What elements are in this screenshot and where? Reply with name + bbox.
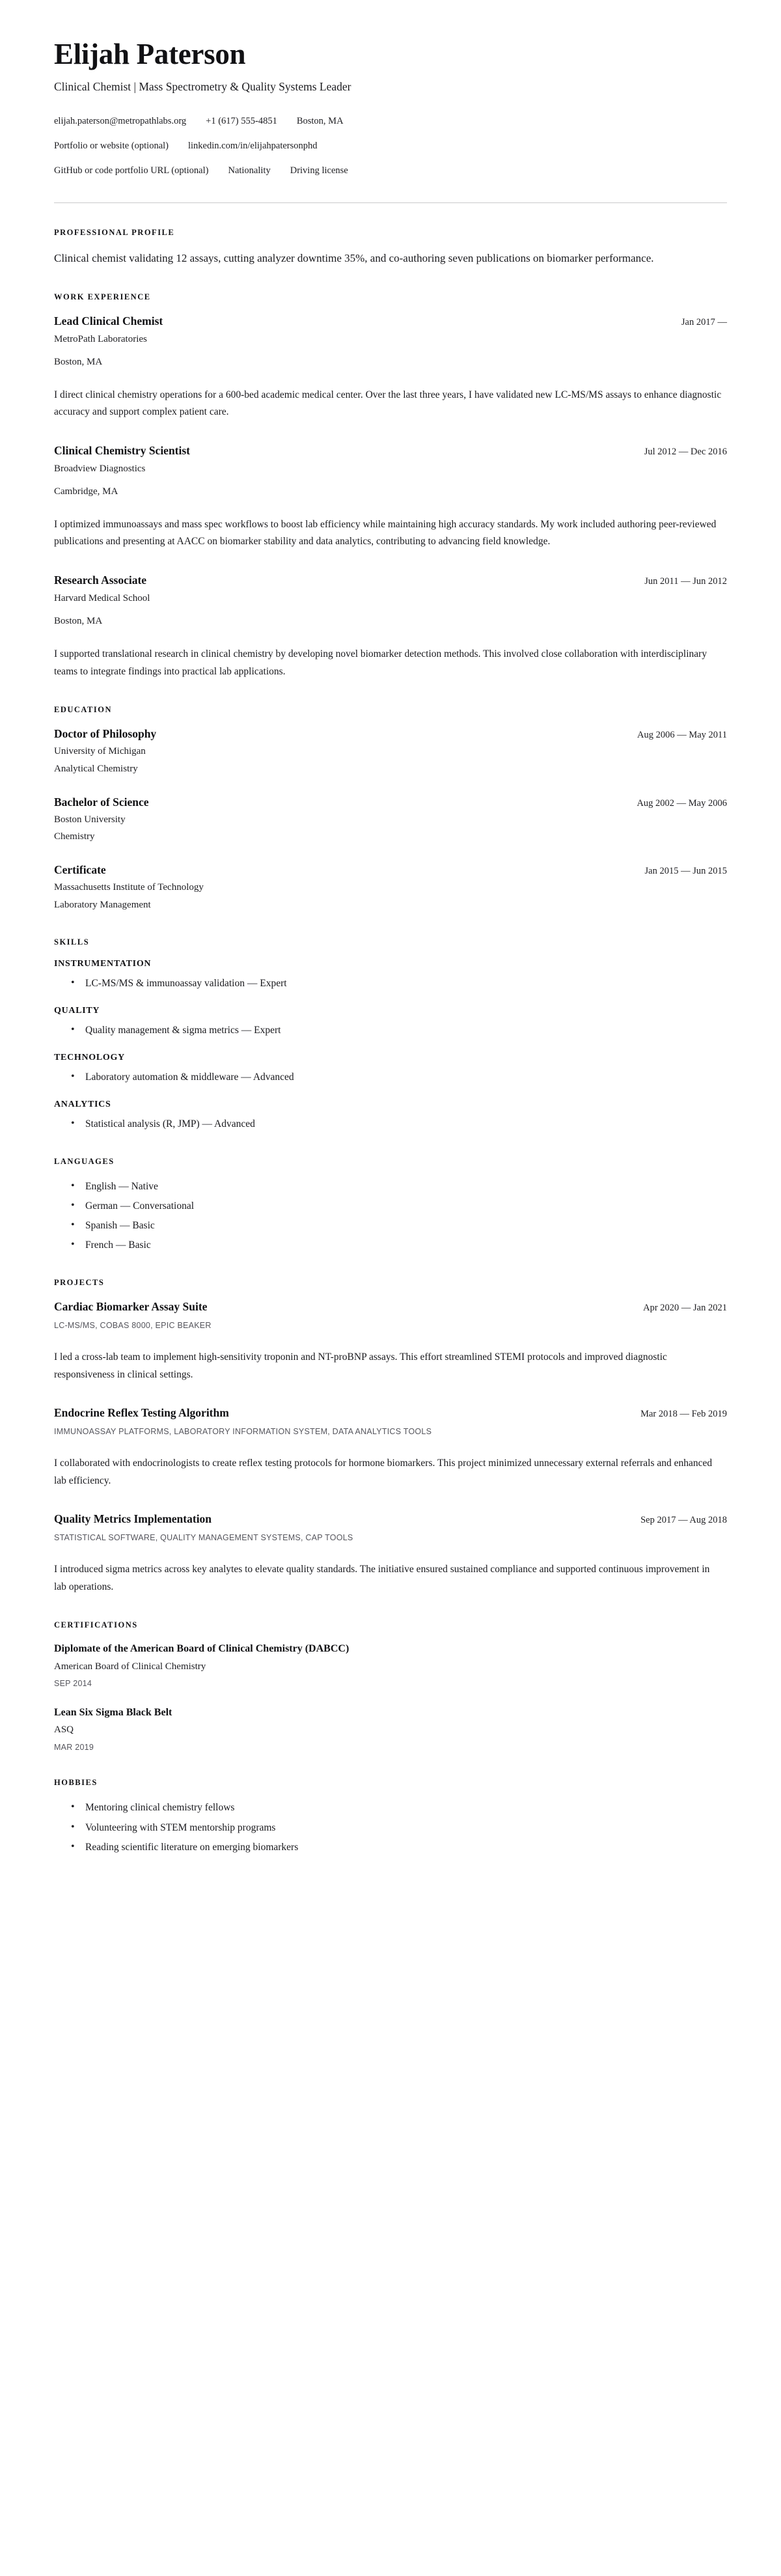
certification-name: Diplomate of the American Board of Clinical Chemistry (DABCC) [54,1643,349,1655]
project-entry-tags: LC-MS/MS, COBAS 8000, EPIC BEAKER [54,1321,212,1331]
section-title-education: EDUCATION [54,705,112,715]
project-entry-description: I introduced sigma metrics across key analytes to elevate quality standards. The initiative ensured sustained compliance and supported continuous improvement in lab operations. [54,1563,710,1592]
education-entry-field: Analytical Chemistry [54,763,138,774]
work-entry-head [54,573,727,588]
project-entry-description: I led a cross-lab team to implement high-sensitivity troponin and NT-proBNP assays. This effort streamlined STEMI protocols and improved diagnostic responsiveness in clinical settings. [54,1351,667,1380]
work-entry-location: Boston, MA [54,357,103,368]
work-entry [54,573,727,680]
section-title-hobbies: HOBBIES [54,1778,98,1788]
skill-item: • Statistical analysis (R, JMP) — Advanced [71,1116,727,1132]
contact-item-2-2[interactable]: linkedin.com/in/elijahpatersonphd [187,140,318,151]
certification-issuer: American Board of Clinical Chemistry [54,1661,206,1672]
education-entry-school: University of Michigan [54,746,146,757]
resume-sheet [36,38,745,1855]
education-entry-field: Chemistry [54,831,95,842]
project-entry-tags: IMMUNOASSAY PLATFORMS, LABORATORY INFORMATION SYSTEM, DATA ANALYTICS TOOLS [54,1427,432,1437]
contact-item-1-1[interactable]: elijah.paterson@metropathlabs.org [54,116,187,127]
contact-row [54,139,727,154]
certification-entry [54,1642,727,1690]
education-entry [54,863,727,912]
resume-header [54,38,727,178]
education-entry [54,727,727,776]
work-entry-dates: Jul 2012 — Dec 2016 [644,446,727,457]
skill-item-list [54,1022,727,1038]
skill-group-title: ANALYTICS [54,1099,111,1109]
work-entry-organization: Harvard Medical School [54,592,150,603]
certification-date: MAR 2019 [54,1742,94,1752]
skill-group [54,959,727,991]
education-entry [54,795,727,844]
education-entry-school: Boston University [54,814,126,825]
skill-item: • Quality management & sigma metrics — Expert [71,1022,727,1038]
skill-group-list [54,959,727,1132]
project-entry-dates: Apr 2020 — Jan 2021 [643,1303,727,1314]
contact-row [54,115,727,129]
work-entry [54,443,727,551]
work-entry [54,314,727,421]
work-entry-description: I supported translational research in clinical chemistry by developing novel biomarker detection methods. This involved close collaboration with interdisciplinary teams to integrate findings into practical lab applications. [54,648,707,677]
contact-item-1-2: +1 (617) 555-4851 [206,116,277,127]
work-entry-list [54,314,727,680]
work-entry-location: Cambridge, MA [54,486,118,497]
candidate-headline: Clinical Chemist | Mass Spectrometry & Quality Systems Leader [54,80,351,94]
project-entry-dates: Mar 2018 — Feb 2019 [640,1409,727,1420]
section-title-projects: PROJECTS [54,1278,105,1288]
education-entry-degree: Certificate [54,863,106,877]
project-entry-dates: Sep 2017 — Aug 2018 [640,1515,727,1526]
section-title-work: WORK EXPERIENCE [54,292,151,301]
section-skills [54,937,727,1132]
section-hobbies [54,1778,727,1855]
project-entry-title: Endocrine Reflex Testing Algorithm [54,1406,229,1420]
skill-group-title: QUALITY [54,1005,100,1016]
certification-issuer: ASQ [54,1724,74,1736]
header-divider [54,202,727,203]
project-entry-head [54,1512,727,1527]
project-entry-head [54,1406,727,1420]
contact-row [54,164,727,178]
section-title-skills: SKILLS [54,937,90,947]
section-work-experience [54,292,727,680]
section-title-profile: PROFESSIONAL PROFILE [54,228,175,238]
section-professional-profile [54,228,727,268]
skill-group-title: TECHNOLOGY [54,1052,125,1062]
work-entry-description: I optimized immunoassays and mass spec workflows to boost lab efficiency while maintaining high accuracy standards. My work included authoring peer-reviewed publications and presenting at AACC on biomarker stability and data analytics, contributing to advancing field knowledge. [54,518,717,547]
education-entry-dates: Aug 2002 — May 2006 [637,797,727,809]
education-entry-head [54,863,727,878]
contact-item-3-3: Driving license [290,165,348,176]
language-item: • French — Basic [71,1237,727,1253]
project-entry-title: Cardiac Biomarker Assay Suite [54,1300,208,1314]
project-entry-description: I collaborated with endocrinologists to create reflex testing protocols for hormone biomarkers. This project minimized unnecessary external referrals and enhanced lab efficiency. [54,1457,713,1486]
education-entry-degree: Doctor of Philosophy [54,727,157,741]
education-entry-degree: Bachelor of Science [54,795,149,809]
section-certifications [54,1620,727,1753]
work-entry-organization: MetroPath Laboratories [54,333,147,344]
education-entry-field: Laboratory Management [54,899,151,910]
skill-group [54,1053,727,1085]
education-entry-head [54,727,727,741]
section-education [54,705,727,912]
education-entry-list [54,727,727,912]
work-entry-title: Lead Clinical Chemist [54,314,163,327]
education-entry-head [54,795,727,810]
hobby-item: • Reading scientific literature on emerging biomarkers [71,1839,727,1855]
skill-group [54,1006,727,1038]
contact-item-3-2: Nationality [228,165,271,176]
skill-item-list [54,1116,727,1132]
skill-item: • LC-MS/MS & immunoassay validation — Expert [71,975,727,991]
project-entry [54,1406,727,1489]
project-entry-title: Quality Metrics Implementation [54,1512,212,1526]
language-item: • English — Native [71,1178,727,1195]
skill-item-list [54,1069,727,1085]
certification-date: SEP 2014 [54,1679,92,1689]
skill-item: • Laboratory automation & middleware — Advanced [71,1069,727,1085]
language-item: • Spanish — Basic [71,1217,727,1234]
work-entry-head [54,443,727,458]
work-entry-organization: Broadview Diagnostics [54,463,146,474]
project-entry-tags: STATISTICAL SOFTWARE, QUALITY MANAGEMENT SYSTEMS, CAP TOOLS [54,1533,353,1543]
section-languages [54,1157,727,1253]
section-projects [54,1278,727,1596]
hobby-item: • Volunteering with STEM mentorship programs [71,1820,727,1836]
work-entry-head [54,314,727,329]
project-entry [54,1512,727,1596]
section-title-certifications: CERTIFICATIONS [54,1620,138,1630]
work-entry-dates: Jun 2011 — Jun 2012 [644,576,727,587]
profile-summary: Clinical chemist validating 12 assays, cutting analyzer downtime 35%, and co-authoring seven publications on biomarker performance. [54,252,654,265]
contact-block [54,115,727,178]
contact-item-1-3: Boston, MA [296,116,344,127]
certification-entry [54,1706,727,1754]
candidate-name: Elijah Paterson [54,38,246,70]
languages-list [54,1178,727,1253]
skill-item-list [54,975,727,991]
certification-name: Lean Six Sigma Black Belt [54,1706,172,1718]
section-title-languages: LANGUAGES [54,1157,115,1167]
language-item: • German — Conversational [71,1198,727,1214]
hobbies-list [54,1799,727,1855]
work-entry-title: Clinical Chemistry Scientist [54,443,191,457]
work-entry-description: I direct clinical chemistry operations for a 600-bed academic medical center. Over the last three years, I have validated new LC-MS/MS assays to enhance diagnostic accuracy and support complex patient care. [54,389,722,418]
work-entry-title: Research Associate [54,574,147,587]
project-entry [54,1299,727,1383]
work-entry-dates: Jan 2017 — [681,316,727,327]
project-entry-list [54,1299,727,1596]
skill-group-title: INSTRUMENTATION [54,958,152,969]
hobby-item: • Mentoring clinical chemistry fellows [71,1799,727,1816]
education-entry-dates: Aug 2006 — May 2011 [637,730,727,741]
project-entry-head [54,1299,727,1314]
certification-entry-list [54,1642,727,1753]
work-entry-location: Boston, MA [54,616,103,627]
skill-group [54,1100,727,1132]
contact-item-3-1: GitHub or code portfolio URL (optional) [54,165,209,176]
education-entry-school: Massachusetts Institute of Technology [54,881,204,893]
education-entry-dates: Jan 2015 — Jun 2015 [644,866,727,877]
contact-item-2-1: Portfolio or website (optional) [54,140,169,151]
